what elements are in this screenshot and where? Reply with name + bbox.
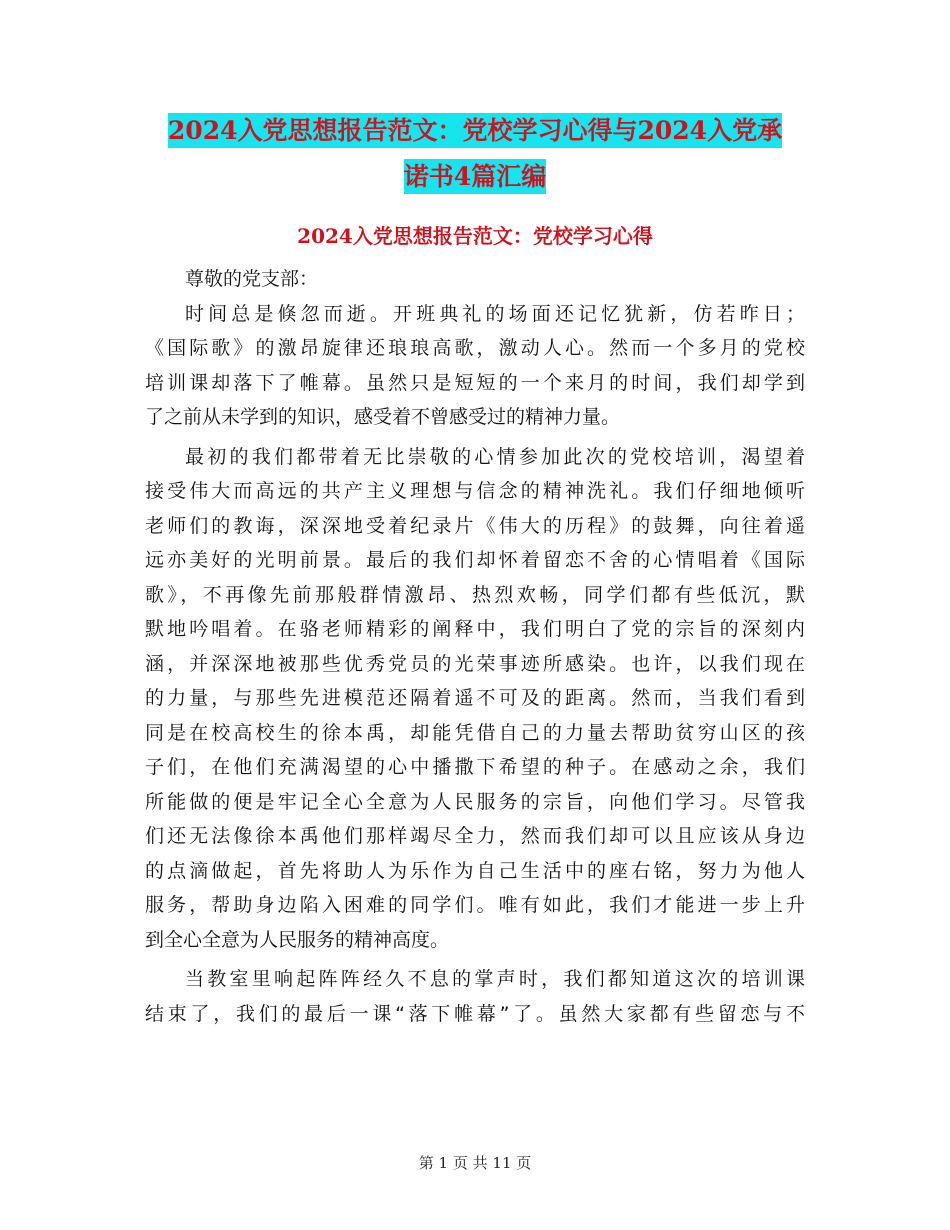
total-page-count: 11	[492, 1154, 512, 1172]
title-line-2: 诺书4篇汇编	[404, 159, 546, 194]
paragraph-line: 同是在校高校生的徐本禹，却能凭借自己的力量去帮助贫穷山区的孩	[145, 721, 805, 744]
paragraph-line: 的点滴做起，首先将助人为乐作为自己生活中的座右铭，努力为他人	[145, 859, 805, 882]
paragraph-line: 最初的我们都带着无比崇敬的心情参加此次的党校培训，渴望着	[185, 445, 805, 468]
section-heading: 2024入党思想报告范文：党校学习心得	[297, 224, 653, 248]
footer-label-unit-2: 页	[516, 1154, 532, 1172]
salutation: 尊敬的党支部：	[185, 268, 319, 290]
paragraph-line: 歌》，不再像先前那般群情激昂、热烈欢畅，同学们都有些低沉，默	[145, 583, 805, 606]
document-title	[140, 108, 810, 200]
document-body	[145, 262, 805, 1031]
current-page-number: 1	[438, 1154, 449, 1172]
paragraph-line: 服务，帮助身边陷入困难的同学们。唯有如此，我们才能进一步上升	[145, 894, 805, 916]
paragraph-line: 涵，并深深地被那些优秀党员的光荣事迹所感染。也许，以我们现在	[145, 652, 805, 675]
paragraph-line: 时间总是倏忽而逝。开班典礼的场面还记忆犹新，仿若昨日；	[185, 302, 805, 325]
title-line-1: 2024入党思想报告范文：党校学习心得与2024入党承	[168, 113, 782, 148]
paragraph-line: 结束了，我们的最后一课“落下帷幕”了。虽然大家都有些留恋与不	[145, 1002, 805, 1025]
paragraph-line: 到全心全意为人民服务的精神高度。	[145, 928, 450, 951]
footer-label-page: 第	[418, 1154, 434, 1172]
paragraph-line: 们还无法像徐本禹他们那样竭尽全力，然而我们却可以且应该从身边	[145, 825, 805, 847]
paragraph-line: 接受伟大而高远的共产主义理想与信念的精神洗礼。我们仔细地倾听	[145, 480, 805, 502]
footer-label-unit: 页	[452, 1154, 468, 1172]
paragraph-line: 当教室里响起阵阵经久不息的掌声时，我们都知道这次的培训课	[185, 968, 805, 990]
paragraph-line: 远亦美好的光明前景。最后的我们却怀着留恋不舍的心情唱着《国际	[145, 549, 805, 571]
paragraph-line: 了之前从未学到的知识，感受着不曾感受过的精神力量。	[145, 406, 621, 428]
paragraph-line: 的力量，与那些先进模范还隔着遥不可及的距离。然而，当我们看到	[145, 687, 805, 709]
paragraph-line: 《国际歌》的激昂旋律还琅琅高歌，激动人心。然而一个多月的党校	[145, 337, 805, 359]
paragraph-line: 子们，在他们充满渴望的心中播撒下希望的种子。在感动之余，我们	[145, 756, 805, 778]
paragraph-line: 默地吟唱着。在骆老师精彩的阐释中，我们明白了党的宗旨的深刻内	[145, 618, 805, 640]
page-footer	[0, 1153, 950, 1173]
paragraph-line: 老师们的教诲，深深地受着纪录片《伟大的历程》的鼓舞，向往着遥	[145, 514, 805, 537]
paragraph-line: 培训课却落下了帷幕。虽然只是短短的一个来月的时间，我们却学到	[145, 371, 805, 394]
paragraph-line: 所能做的便是牢记全心全意为人民服务的宗旨，向他们学习。尽管我	[145, 790, 805, 813]
footer-label-total: 共	[472, 1154, 488, 1172]
